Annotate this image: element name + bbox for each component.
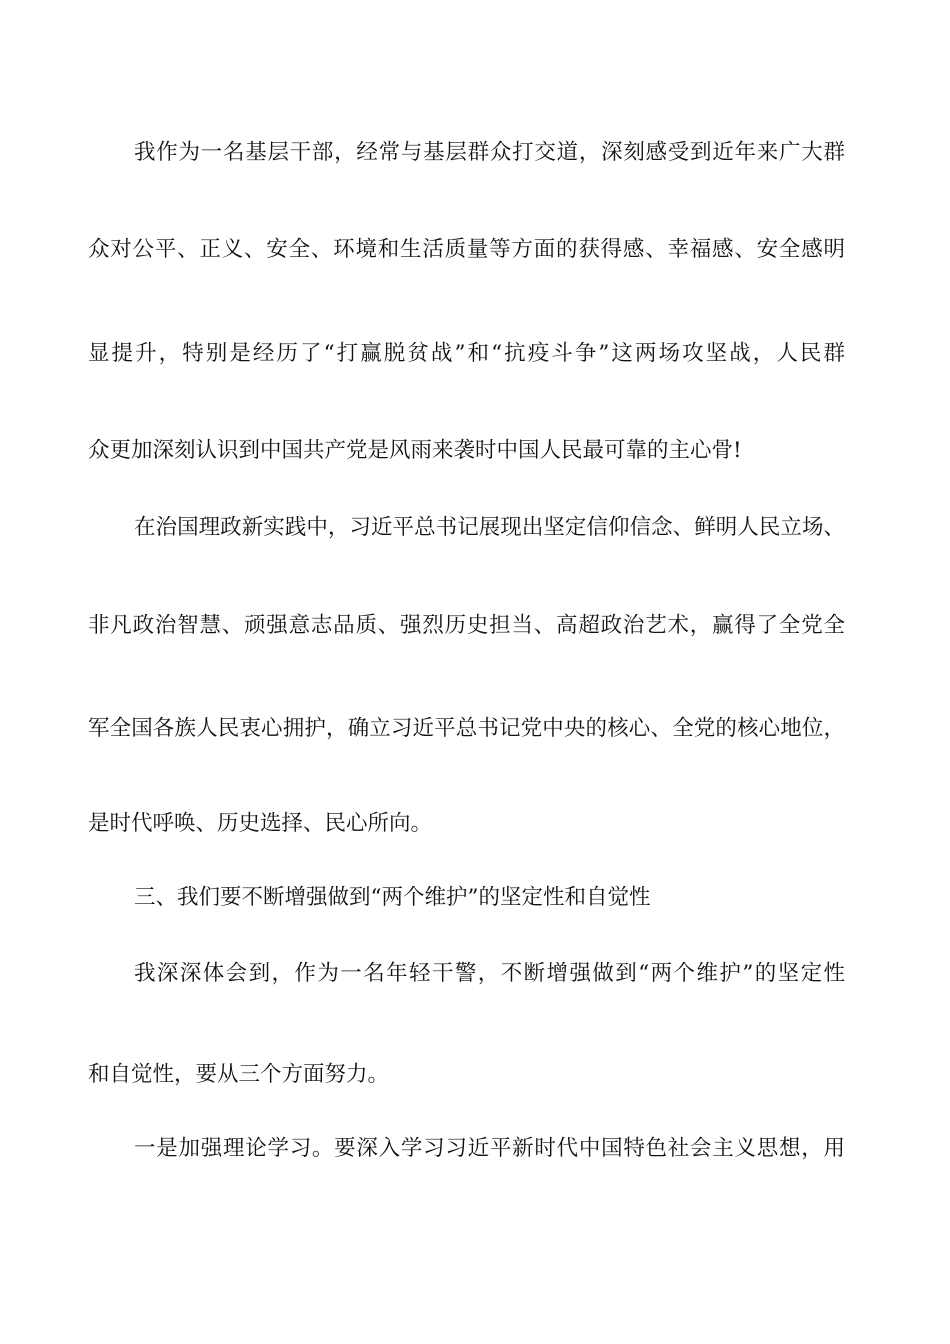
paragraph-line: 非凡政治智慧、顽强意志品质、强烈历史担当、高超政治艺术，赢得了全党全 [88,613,845,638]
paragraph-line: 显提升，特别是经历了“打赢脱贫战”和“抗疫斗争”这两场攻坚战，人民群 [88,341,845,366]
paragraph-line: 和自觉性，要从三个方面努力。 [88,1062,390,1087]
paragraph-line: 军全国各族人民衷心拥护，确立习近平总书记党中央的核心、全党的核心地位， [88,716,845,741]
section-heading: 三、我们要不断增强做到“两个维护”的坚定性和自觉性 [134,885,651,910]
paragraph-line: 我深深体会到，作为一名年轻干警，不断增强做到“两个维护”的坚定性 [134,961,845,986]
paragraph-line: 众更加深刻认识到中国共产党是风雨来袭时中国人民最可靠的主心骨! [88,438,742,463]
paragraph-line: 在治国理政新实践中，习近平总书记展现出坚定信仰信念、鲜明人民立场、 [134,515,845,540]
paragraph-line: 我作为一名基层干部，经常与基层群众打交道，深刻感受到近年来广大群 [134,140,845,165]
paragraph-line: 众对公平、正义、安全、环境和生活质量等方面的获得感、幸福感、安全感明 [88,237,845,262]
paragraph-line: 一是加强理论学习。要深入学习习近平新时代中国特色社会主义思想，用 [134,1136,845,1161]
paragraph-line: 是时代呼唤、历史选择、民心所向。 [88,811,433,836]
